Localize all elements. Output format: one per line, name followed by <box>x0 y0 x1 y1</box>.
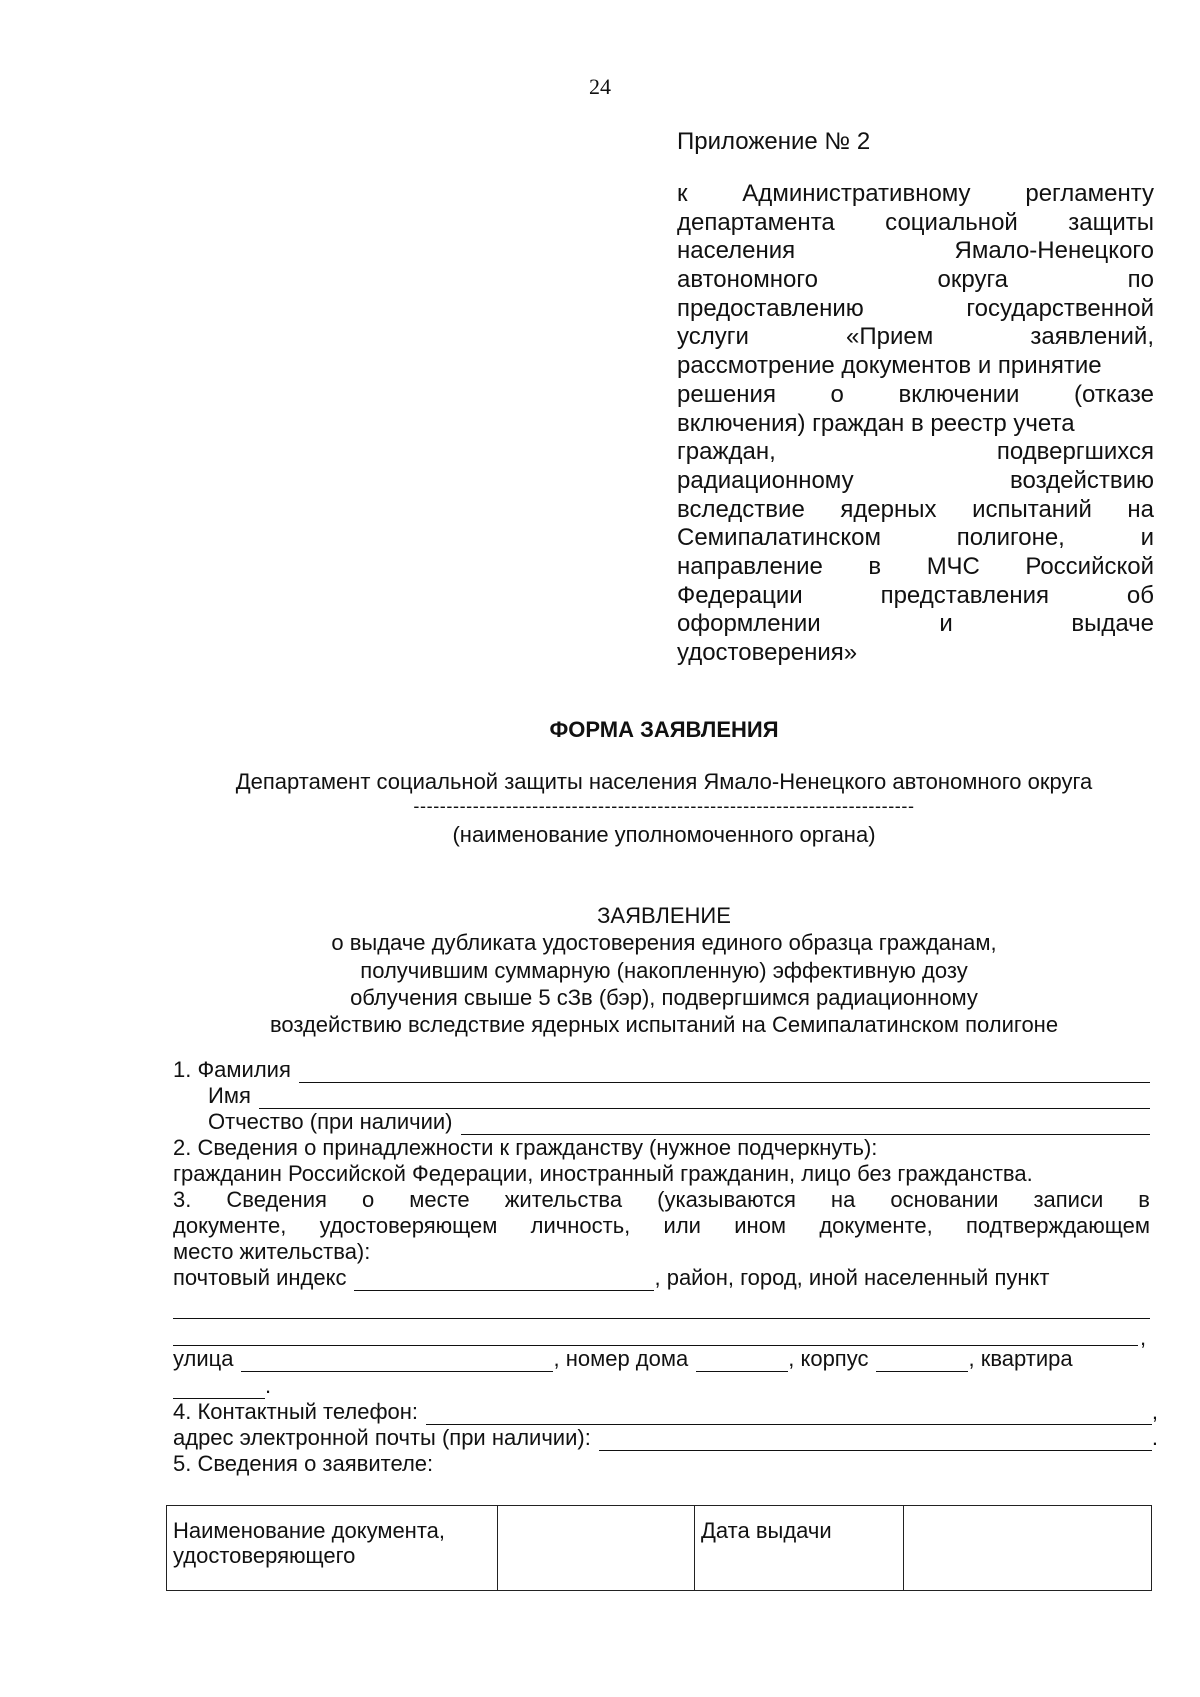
house-label: , номер дома <box>553 1346 689 1371</box>
date-value-cell[interactable] <box>904 1506 1152 1591</box>
postal-index-label: почтовый индекс <box>173 1265 347 1290</box>
patronymic-field[interactable] <box>461 1114 1150 1135</box>
locality-comma: , <box>1140 1325 1147 1350</box>
applicant-table <box>166 1505 1152 1591</box>
patronymic-row <box>208 1109 1150 1135</box>
residence-line-2: документе, удостоверяющем личность, или ином документе, подтверждающем <box>173 1213 1150 1238</box>
statement-line: о выдаче дубликата удостоверения единого образца гражданам, <box>331 930 997 956</box>
residence-line-1: 3. Сведения о месте жительства (указываются на основании записи в <box>173 1187 1150 1212</box>
org-caption: (наименование уполномоченного органа) <box>452 822 876 847</box>
email-field[interactable] <box>599 1430 1152 1451</box>
surname-row <box>173 1057 1150 1083</box>
email-period: . <box>1151 1425 1158 1450</box>
name-field[interactable] <box>259 1088 1150 1109</box>
apartment-label: , квартира <box>968 1346 1073 1371</box>
surname-field[interactable] <box>299 1062 1150 1083</box>
apartment-row <box>173 1373 271 1399</box>
residence-line-3 <box>173 1239 370 1265</box>
appendix-line: департамента социальной защиты <box>677 208 1154 236</box>
appendix-line: Семипалатинском полигоне, и <box>677 524 1154 552</box>
apartment-period: . <box>265 1373 272 1398</box>
phone-row <box>173 1399 1158 1425</box>
appendix-line: услуги «Прием заявлений, <box>677 323 1154 351</box>
house-field[interactable] <box>696 1351 788 1372</box>
apartment-field[interactable] <box>173 1378 265 1399</box>
doc-label-cell: Наименование документа, удостоверяющего <box>167 1506 498 1591</box>
email-label: адрес электронной почты (при наличии): <box>173 1425 591 1450</box>
appendix-line: рассмотрение документов и принятие <box>677 352 1102 380</box>
appendix-line: к Административному регламенту <box>677 180 1154 207</box>
district-label: , район, город, иной населенный пункт <box>654 1265 1050 1290</box>
appendix-line: решения о включении (отказе <box>677 380 1154 408</box>
appendix-line: включения) граждан в реестр учета <box>677 409 1075 437</box>
residence-line-3-text: место жительства): <box>173 1239 371 1264</box>
appendix-line: вследствие ядерных испытаний на <box>677 495 1154 523</box>
statement-line: воздействию вследствие ядерных испытаний на Семипалатинском полигоне <box>269 1012 1059 1038</box>
appendix-line: автономного округа по <box>677 266 1154 294</box>
appendix-line: направление в МЧС Российской <box>677 552 1154 580</box>
table-row <box>167 1506 1152 1591</box>
statement-title: ЗАЯВЛЕНИЕ <box>597 903 731 928</box>
surname-label: 1. Фамилия <box>173 1057 291 1082</box>
locality-field[interactable] <box>173 1318 1150 1319</box>
statement-heading <box>0 902 1200 1038</box>
phone-field[interactable] <box>426 1404 1152 1425</box>
postal-row <box>173 1265 1049 1291</box>
department-name: Департамент социальной защиты населения Ямало-Ненецкого автономного округа <box>235 769 1093 794</box>
statement-line: получившим суммарную (накопленную) эффективную дозу <box>360 957 968 983</box>
appendix-line: Федерации представления об <box>677 581 1154 609</box>
appendix-text <box>677 180 1154 668</box>
street-label: улица <box>173 1346 234 1371</box>
name-row <box>208 1083 1150 1109</box>
appendix-line: населения Ямало-Ненецкого <box>677 237 1154 265</box>
name-label: Имя <box>208 1083 251 1108</box>
citizenship-label-text: 2. Сведения о принадлежности к гражданству (нужное подчеркнуть): <box>173 1135 878 1160</box>
patronymic-label: Отчество (при наличии) <box>208 1109 453 1134</box>
page-number: 24 <box>589 74 611 99</box>
citizenship-options-text[interactable]: гражданин Российской Федерации, иностранный гражданин, лицо без гражданства. <box>173 1161 1033 1186</box>
postal-index-field[interactable] <box>354 1270 654 1291</box>
statement-line: облучения свыше 5 сЗв (бэр), подвергшимся радиационному <box>350 984 978 1010</box>
appendix-title: Приложение № 2 <box>677 128 871 155</box>
dash-separator: ---------------------------------------------------------------------------- <box>413 796 915 816</box>
appendix-line: удостоверения» <box>677 639 858 666</box>
phone-label: 4. Контактный телефон: <box>173 1399 419 1424</box>
appendix-line: предоставлению государственной <box>677 294 1154 322</box>
citizenship-label <box>173 1135 877 1161</box>
appendix-line: радиационному воздействию <box>677 466 1154 494</box>
email-row <box>173 1425 1158 1451</box>
building-field[interactable] <box>876 1351 968 1372</box>
address-row <box>173 1346 1073 1372</box>
doc-value-cell[interactable] <box>498 1506 695 1591</box>
phone-comma: , <box>1151 1399 1158 1424</box>
applicant-row <box>173 1451 433 1477</box>
appendix-line: оформлении и выдаче <box>677 610 1154 638</box>
street-field[interactable] <box>241 1351 553 1372</box>
building-label: , корпус <box>788 1346 869 1371</box>
appendix-line: граждан, подвергшихся <box>677 438 1154 466</box>
date-label-cell: Дата выдачи <box>695 1506 904 1591</box>
form-title: ФОРМА ЗАЯВЛЕНИЯ <box>549 717 779 742</box>
citizenship-options <box>173 1161 1033 1187</box>
applicant-label: 5. Сведения о заявителе: <box>173 1451 434 1476</box>
